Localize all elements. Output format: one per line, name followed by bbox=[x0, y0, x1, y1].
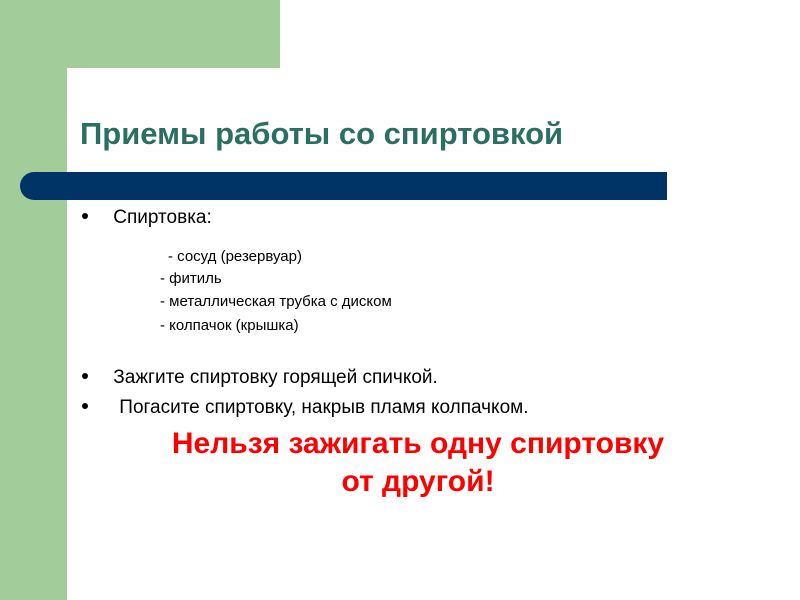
title-underline-bar bbox=[20, 172, 667, 200]
sub-item: - металлическая трубка с диском bbox=[160, 293, 392, 310]
sub-item: - колпачок (крышка) bbox=[160, 317, 299, 334]
sub-item: - сосуд (резервуар) bbox=[168, 248, 302, 265]
slide-title: Приемы работы со спиртовкой bbox=[80, 116, 564, 151]
bullet-text: Спиртовка: bbox=[113, 207, 212, 228]
bullet-item bbox=[82, 397, 529, 419]
bullet-text: Зажгите спиртовку горящей спичкой. bbox=[113, 367, 438, 388]
sub-item: - фитиль bbox=[160, 270, 222, 287]
bullet-dot-icon bbox=[82, 403, 88, 409]
green-accent-left bbox=[0, 0, 67, 600]
bullet-item bbox=[82, 367, 438, 389]
warning-line: от другой! bbox=[341, 465, 495, 498]
bullet-dot-icon bbox=[82, 373, 88, 379]
bullet-item bbox=[82, 207, 212, 229]
warning-text bbox=[68, 425, 768, 501]
green-accent-top bbox=[0, 0, 280, 68]
bullet-dot-icon bbox=[82, 213, 88, 219]
bullet-text: Погасите спиртовку, накрыв пламя колпачком. bbox=[119, 397, 529, 418]
warning-line: Нельзя зажигать одну спиртовку bbox=[171, 427, 665, 460]
